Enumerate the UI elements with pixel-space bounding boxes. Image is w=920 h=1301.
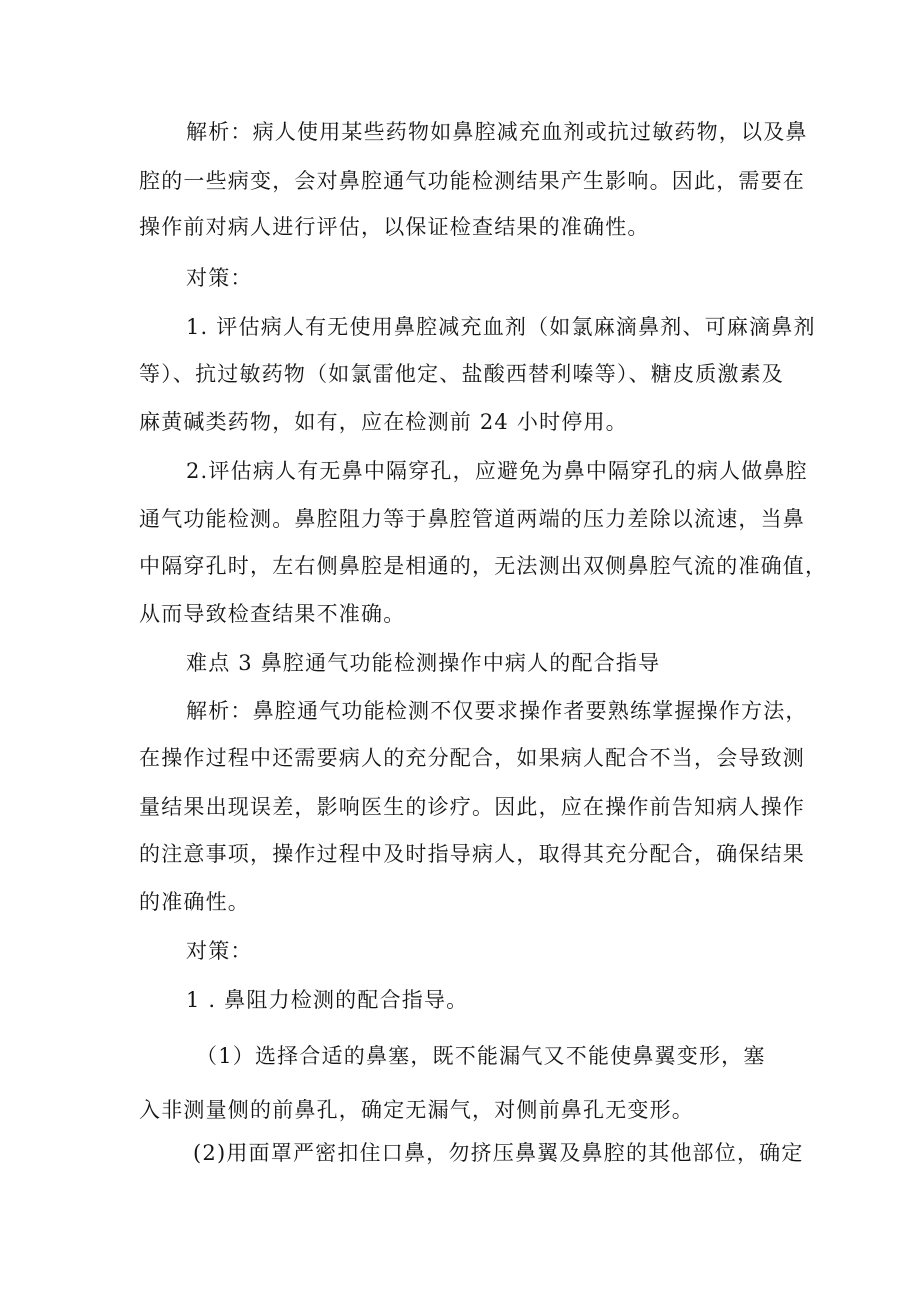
text-line-item-1-2: 等）、抗过敏药物（如氯雷他定、盐酸西替利嗪等）、糖皮质激素及 [139,362,784,386]
text-line-analysis2-5: 的准确性。 [139,890,250,914]
text-line-item-2-4: 从而导致检查结果不准确。 [139,602,406,626]
text-line-analysis2-3: 量结果出现误差，影响医生的诊疗。因此，应在操作前告知病人操作 [139,795,805,819]
text-line-subitem-1-1: （1）选择合适的鼻塞，既不能漏气又不能使鼻翼变形，塞 [196,1044,766,1068]
text-line-item-2-2: 通气功能检测。鼻腔阻力等于鼻腔管道两端的压力差除以流速，当鼻 [139,507,805,531]
text-line-countermeasure-heading-1: 对策： [186,266,253,290]
text-line-item-1-1: 1. 评估病人有无使用鼻腔减充血剂（如氯麻滴鼻剂、可麻滴鼻剂 [186,315,816,339]
text-line-countermeasure-heading-2: 对策： [186,939,253,963]
section-heading-difficulty-3: 难点 3 鼻腔通气功能检测操作中病人的配合指导 [186,651,661,675]
text-line-analysis2-4: 的注意事项，操作过程中及时指导病人，取得其充分配合，确保结果 [139,842,805,866]
text-line-item-1-3: 麻黄碱类药物，如有，应在检测前 24 小时停用。 [139,410,628,434]
text-line-subitem-2-1: (2)用面罩严密扣住口鼻，勿挤压鼻翼及鼻腔的其他部位，确定 [193,1141,804,1165]
text-line-analysis2-1: 解析：鼻腔通气功能检测不仅要求操作者要熟练掌握操作方法， [186,699,808,723]
text-line-subitem-1-2: 入非测量侧的前鼻孔，确定无漏气，对侧前鼻孔无变形。 [139,1098,694,1122]
text-line-guidance-item-1: 1 . 鼻阻力检测的配合指导。 [186,988,469,1012]
text-line-analysis-3: 操作前对病人进行评估，以保证检查结果的准确性。 [139,215,650,239]
text-line-item-2-1: 2.评估病人有无鼻中隔穿孔，应避免为鼻中隔穿孔的病人做鼻腔 [186,459,808,483]
text-line-analysis-2: 腔的一些病变，会对鼻腔通气功能检测结果产生影响。因此，需要在 [139,169,805,193]
text-line-item-2-3: 中隔穿孔时，左右侧鼻腔是相通的，无法测出双侧鼻腔气流的准确值， [139,554,828,578]
text-line-analysis-1: 解析：病人使用某些药物如鼻腔减充血剂或抗过敏药物，以及鼻 [186,120,808,144]
text-line-analysis2-2: 在操作过程中还需要病人的充分配合，如果病人配合不当，会导致测 [139,746,805,770]
